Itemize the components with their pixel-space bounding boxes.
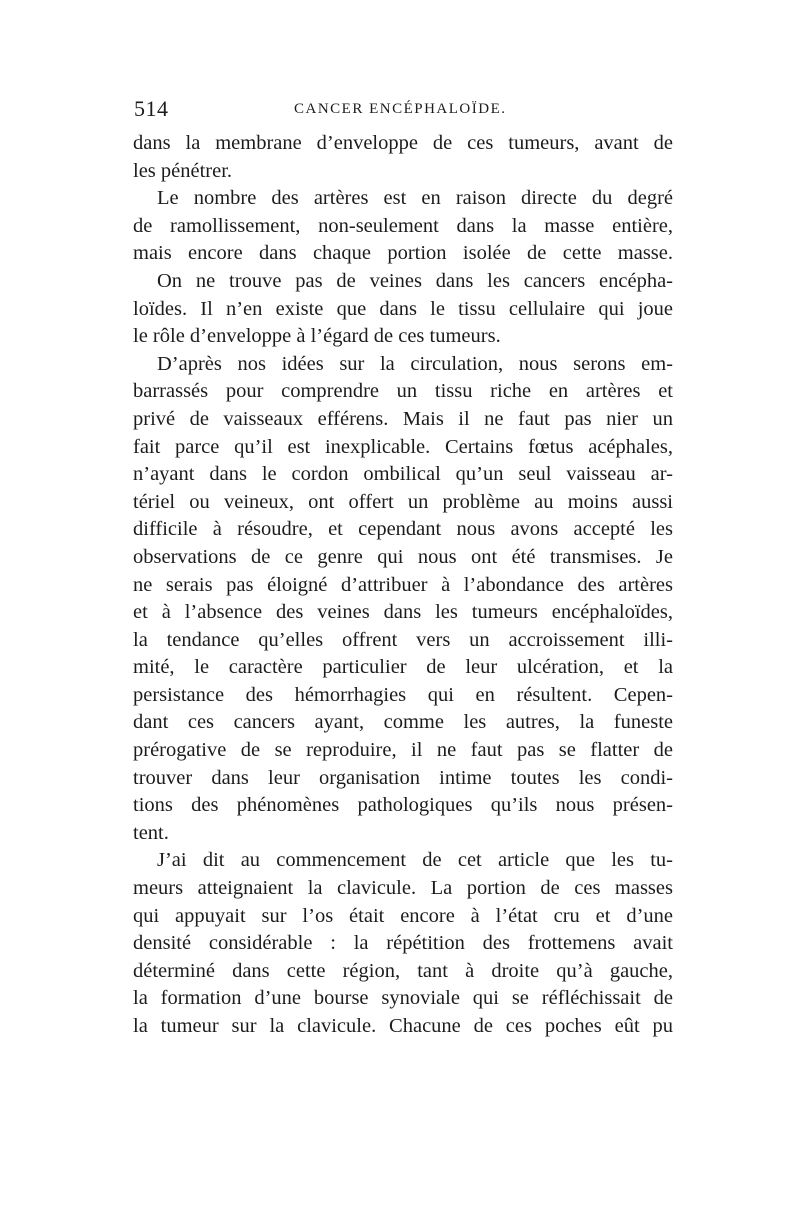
text-line: observations de ce genre qui nous ont été transmises. Je <box>133 545 673 568</box>
text-line: persistance des hémorrhagies qui en résultent. Cepen- <box>133 683 673 706</box>
text-line: tions des phénomènes pathologiques qu’ils nous présen- <box>133 794 673 817</box>
text-line: ne serais pas éloigné d’attribuer à l’abondance des artères <box>133 573 673 596</box>
text-line: On ne trouve pas de veines dans les cancers encépha- <box>157 269 673 292</box>
text-line: J’ai dit au commencement de cet article que les tu- <box>157 849 673 872</box>
text-line: loïdes. Il n’en existe que dans le tissu cellulaire qui joue <box>133 297 673 320</box>
text-line: prérogative de se reproduire, il ne faut pas se flatter de <box>133 739 673 762</box>
body-text <box>133 130 673 1041</box>
text-line: tent. <box>133 821 169 844</box>
text-line: la tumeur sur la clavicule. Chacune de ces poches eût pu <box>133 1015 673 1037</box>
text-line: de ramollissement, non-seulement dans la masse entière, <box>133 214 673 237</box>
text-line: dant ces cancers ayant, comme les autres, la funeste <box>133 711 673 734</box>
text-line: la formation d’une bourse synoviale qui se réfléchissait de <box>133 987 673 1010</box>
text-line: le rôle d’enveloppe à l’égard de ces tumeurs. <box>133 325 501 348</box>
text-line: qui appuyait sur l’os était encore à l’état cru et d’une <box>133 904 673 927</box>
text-line: et à l’absence des veines dans les tumeurs encéphaloïdes, <box>133 601 673 624</box>
text-line: dans la membrane d’enveloppe de ces tumeurs, avant de <box>133 132 673 154</box>
text-line: D’après nos idées sur la circulation, nous serons em- <box>157 352 673 375</box>
text-line: fait parce qu’il est inexplicable. Certains fœtus acéphales, <box>133 435 673 458</box>
text-line: difficile à résoudre, et cependant nous avons accepté les <box>133 518 673 541</box>
text-line: tériel ou veineux, ont offert un problème au moins aussi <box>133 490 673 513</box>
text-line: déterminé dans cette région, tant à droite qu’à gauche, <box>133 959 673 982</box>
text-line: meurs atteignaient la clavicule. La portion de ces masses <box>133 877 673 900</box>
text-line: privé de vaisseaux efférens. Mais il ne faut pas nier un <box>133 407 673 430</box>
text-line: Le nombre des artères est en raison directe du degré <box>157 187 673 210</box>
text-line: mais encore dans chaque portion isolée de cette masse. <box>133 242 673 265</box>
text-line: barrassés pour comprendre un tissu riche en artères et <box>133 380 673 403</box>
text-line: les pénétrer. <box>133 159 233 182</box>
text-line: mité, le caractère particulier de leur ulcération, et la <box>133 656 673 679</box>
running-title: CANCER ENCÉPHALOÏDE. <box>294 101 507 117</box>
text-line: la tendance qu’elles offrent vers un accroissement illi- <box>133 628 673 651</box>
text-line: n’ayant dans le cordon ombilical qu’un seul vaisseau ar- <box>133 463 673 486</box>
page-number: 514 <box>134 96 169 121</box>
text-line: trouver dans leur organisation intime toutes les condi- <box>133 766 673 789</box>
text-line: densité considérable : la répétition des frottemens avait <box>133 932 673 955</box>
